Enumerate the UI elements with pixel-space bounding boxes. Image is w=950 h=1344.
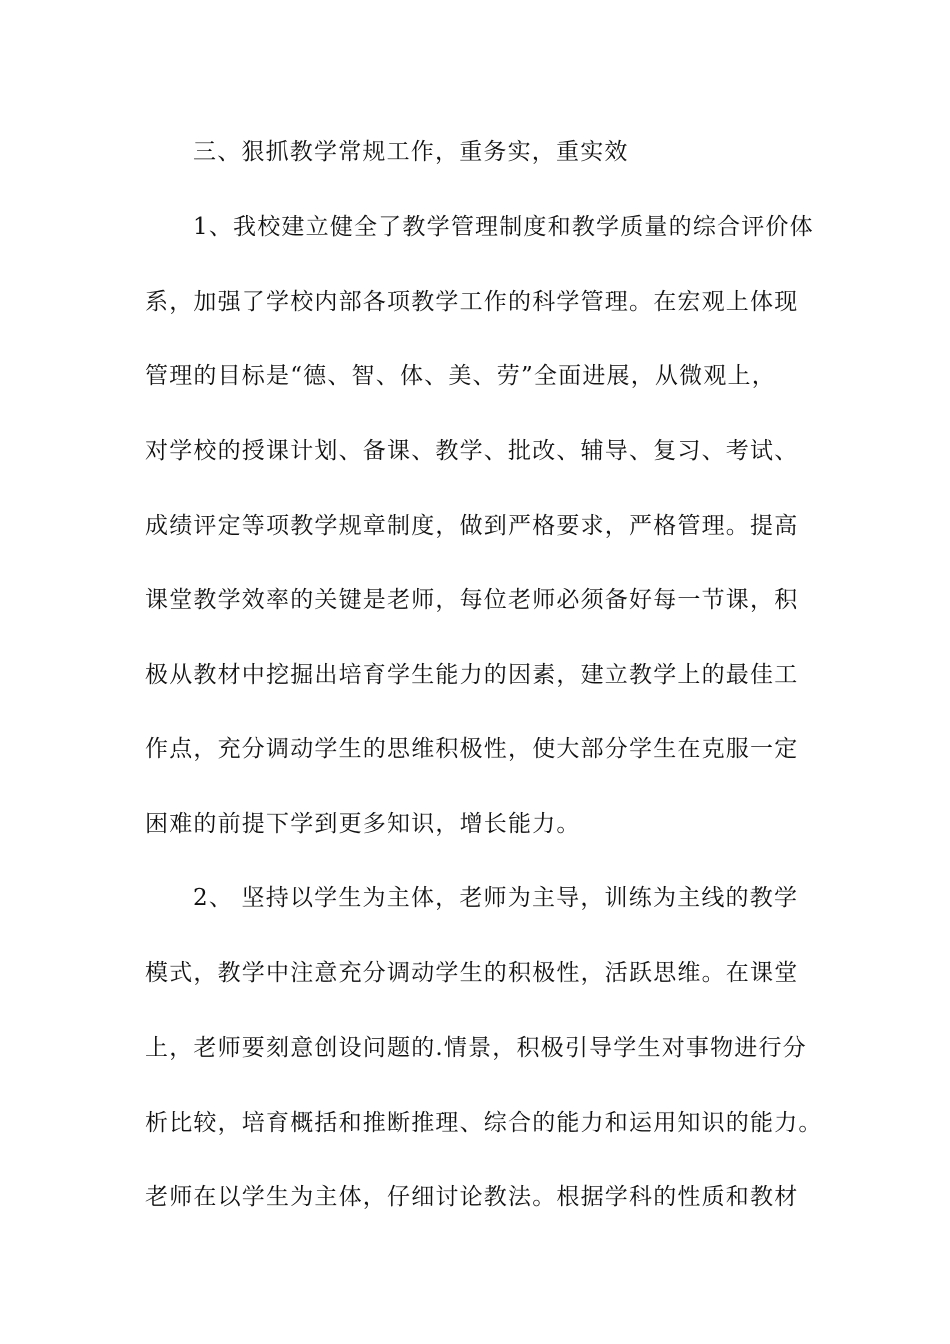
paragraph-line: 对学校的授课计划、备课、教学、批改、辅导、复习、考试、 [145, 438, 799, 464]
paragraph-line: 上，老师要刻意创设问题的.情景，积极引导学生对事物进行分 [145, 1035, 807, 1061]
paragraph-line: 困难的前提下学到更多知识，增长能力。 [145, 811, 581, 837]
paragraph-line: 极从教材中挖掘出培育学生能力的因素，建立教学上的最佳工 [145, 662, 799, 688]
paragraph-line: 2、 坚持以学生为主体，老师为主导，训练为主线的教学 [193, 885, 799, 911]
paragraph-line: 老师在以学生为主体，仔细讨论教法。根据学科的性质和教材 [145, 1184, 799, 1210]
paragraph-line: 模式，教学中注意充分调动学生的积极性，活跃思维。在课堂 [145, 960, 799, 986]
paragraph-line: 析比较，培育概括和推断推理、综合的能力和运用知识的能力。 [145, 1110, 823, 1136]
paragraph-line: 系，加强了学校内部各项教学工作的科学管理。在宏观上体现 [145, 289, 799, 315]
section-heading: 三、狠抓教学常规工作，重务实，重实效 [193, 139, 629, 165]
paragraph-line: 成绩评定等项教学规章制度，做到严格要求，严格管理。提高 [145, 513, 799, 539]
paragraph-line: 作点，充分调动学生的思维积极性，使大部分学生在克服一定 [145, 736, 799, 762]
paragraph-line: 1、我校建立健全了教学管理制度和教学质量的综合评价体 [193, 214, 814, 240]
paragraph-line: 课堂教学效率的关键是老师，每位老师必须备好每一节课，积 [145, 587, 799, 613]
paragraph-line: 管理的目标是“德、智、体、美、劳”全面进展，从微观上， [145, 363, 776, 389]
